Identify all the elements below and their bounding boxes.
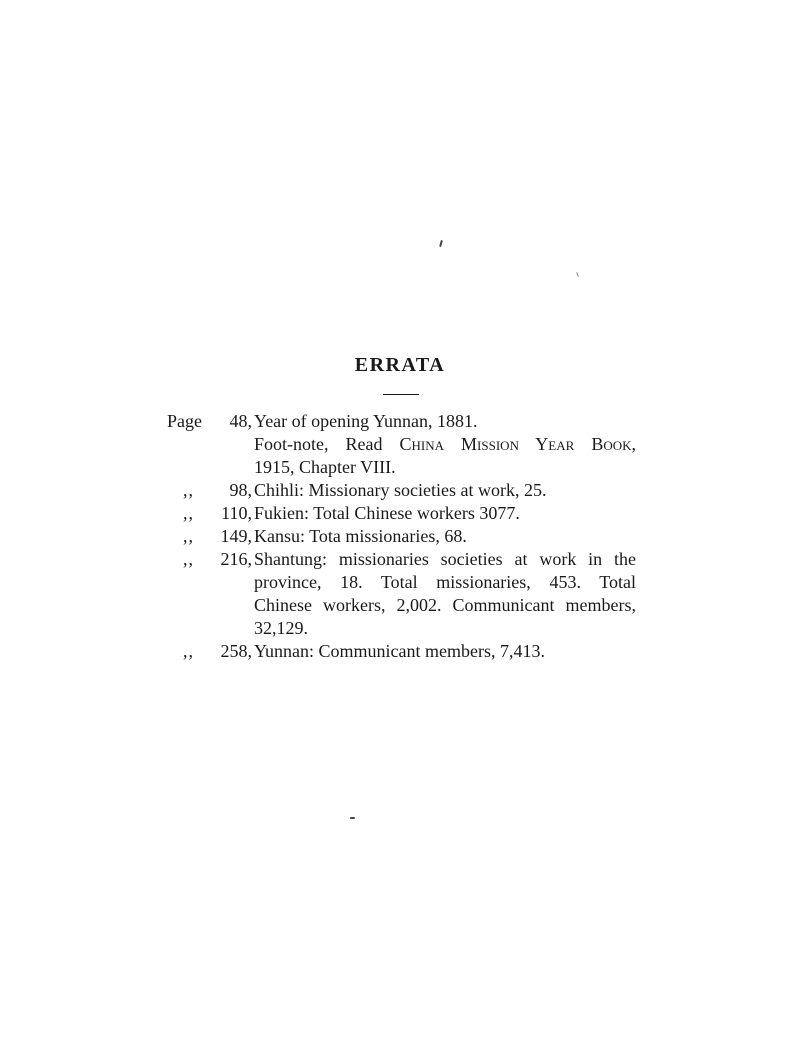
errata-entry: [0, 410, 800, 433]
scan-speck: [350, 817, 355, 819]
errata-entry: [0, 548, 800, 571]
entry-page-number: 258,: [220, 641, 252, 661]
entry-text-line: Kansu: Tota missionaries, 68.: [254, 526, 467, 546]
errata-entry: [0, 502, 800, 525]
entry-page-number: 48,: [229, 411, 252, 431]
scan-speck: [439, 240, 443, 247]
errata-footnote-line: [0, 456, 800, 479]
errata-entry-continuation: [0, 594, 800, 617]
entry-text-line: Fukien: Total Chinese workers 3077.: [254, 503, 520, 523]
page-title: ERRATA: [354, 354, 446, 376]
scan-speck: [576, 272, 579, 277]
entry-text-line: province, 18. Total missionaries, 453. Total: [254, 572, 636, 592]
entry-page-number: 149,: [220, 526, 252, 546]
entry-text-line: Yunnan: Communicant members, 7,413.: [254, 641, 545, 661]
entry-page-number: 216,: [220, 549, 252, 569]
ditto-mark: ,,: [183, 549, 194, 569]
entry-text-line: Chihli: Missionary societies at work, 25.: [254, 480, 547, 500]
entry-text-line: Year of opening Yunnan, 1881.: [254, 411, 478, 431]
ditto-mark: ,,: [183, 641, 194, 661]
ditto-mark: ,,: [183, 503, 194, 523]
footnote-text: [254, 433, 636, 456]
errata-list: [0, 410, 800, 663]
errata-entry-continuation: [0, 571, 800, 594]
errata-entry: [0, 525, 800, 548]
footnote-book-title: China Mission Year Book,: [399, 434, 636, 454]
footnote-text-continued: 1915, Chapter VIII.: [254, 457, 396, 477]
entry-text-line: Chinese workers, 2,002. Communicant members,: [254, 595, 636, 615]
errata-entry: [0, 640, 800, 663]
entry-text-line: Shantung: missionaries societies at work in the: [254, 549, 636, 569]
errata-entry: [0, 479, 800, 502]
entry-page-number: 98,: [229, 480, 252, 500]
title-rule: [383, 394, 419, 395]
ditto-mark: ,,: [183, 526, 194, 546]
errata-footnote-line: [0, 433, 800, 456]
footnote-prefix: Foot-note, Read: [254, 434, 400, 454]
errata-entry-continuation: [0, 617, 800, 640]
entry-label: Page: [167, 411, 202, 431]
entry-text-line: 32,129.: [254, 618, 308, 638]
ditto-mark: ,,: [183, 480, 194, 500]
entry-page-number: 110,: [221, 503, 252, 523]
